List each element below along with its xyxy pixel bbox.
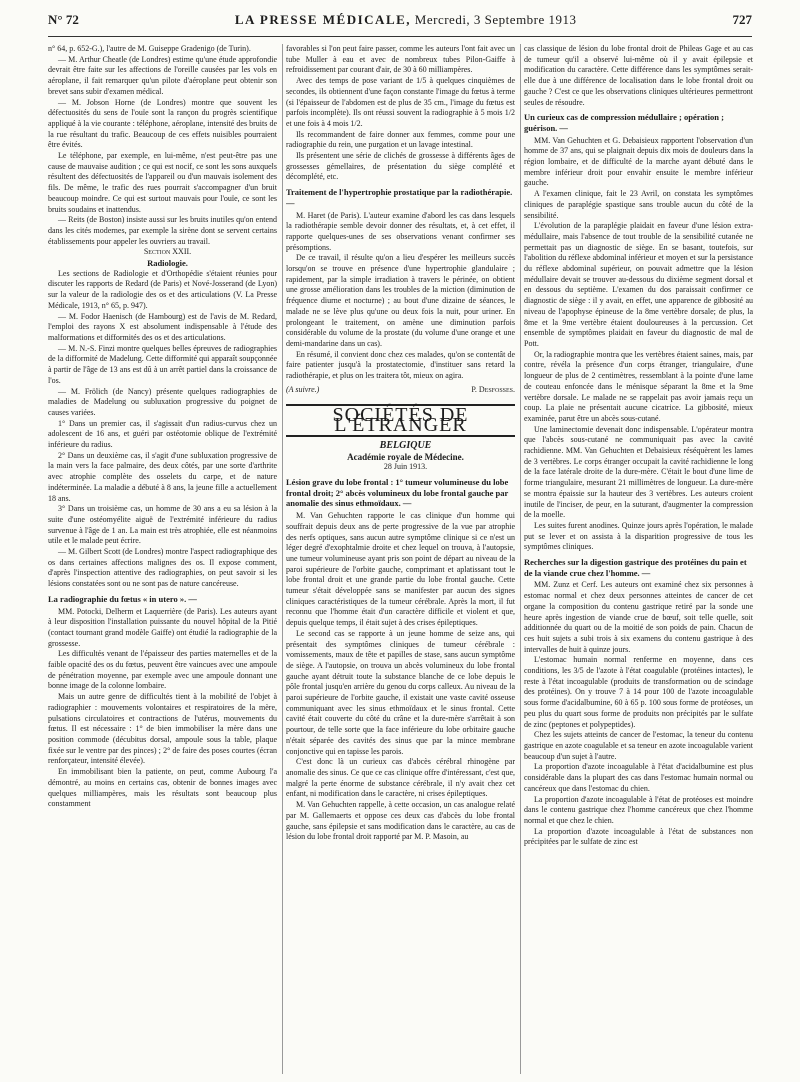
paragraph: L'évolution de la paraplégie plaidait en faveur d'une lésion extra-médullaire, mais l'absence de tout trouble de la sensibilité cutanée ne permettait pas un diagnostic de siège. En se basant, toutefois, sur l'abolition du réflexe abdominal inférieur et moyen et sur la persistance du réflexe abdominal supérieur, on pouvait admettre que la lésion médullaire devait se trouver au-dessous du dixième segment dorsal et en dessous du septième. L'examen du dos paraissait confirmer ce diagnostic de siège : il y avait, en effet, une apparence de gibbosité au niveau de l'apophyse épineuse de la 8me vertèbre dorsale; de plus, la 8me et la 9me vertèbre étaient douloureuses à la percussion. Cet ensemble de symptômes plaidait en faveur du diagnostic de mal de Pott. bbox=[524, 221, 753, 348]
paragraph: Les sections de Radiologie et d'Orthopédie s'étaient réunies pour discuter les rapports de Redard (de Paris) et Nové-Josserand (de Lyon) sur la valeur de la radiologie des os et des articulations (V. La Presse Médicale, 1913, n° 65, p. 947). bbox=[48, 268, 277, 310]
section-number: Section XXII. bbox=[143, 247, 192, 257]
paragraph: Ils présentent une série de clichés de grossesse à différents âges de grossesses gémellaires, de présentation du siège complété et décomplété, etc. bbox=[286, 151, 515, 182]
article-signature bbox=[286, 385, 515, 396]
paragraph: MM. Potocki, Delherm et Laquerrière (de Paris). Les auteurs ayant à leur disposition l'installation puissante du nouvel hôpital de la Pitié (contact tournant grand modèle Gaiffe) ont étudié la radiographie de la grossesse. bbox=[48, 606, 277, 648]
paragraph: La proportion d'azote incoagulable à l'état d'acidalbumine est plus considérable dans la plupart des cas dans l'estomac humain normal ou cancéreux que dans l'estomac du chien. bbox=[524, 762, 753, 793]
society-name: Académie royale de Médecine. bbox=[347, 451, 464, 462]
to-be-continued: (A suivre.) bbox=[286, 384, 320, 394]
paragraph: — M. N.-S. Finzi montre quelques belles épreuves de radiographies de la difformité de Madelung. Cette difformité qui apparaît soupçonnée à partir de l'âge de 13 ans est dû à un arrêt partiel dans la croissance de l'os. bbox=[48, 343, 277, 385]
paragraph: En résumé, il convient donc chez ces malades, qu'on se contentât de faire patienter jusqu'à la prostatectomie, d'instituer sans retard la radiothérapie, et plus on les traitera tôt, mieux on agira. bbox=[286, 349, 515, 381]
page-number: 727 bbox=[732, 12, 752, 27]
paragraph: Chez les sujets atteints de cancer de l'estomac, la teneur du contenu gastrique en azote coagulable et sa teneur en azote incoagulable varient beaucoup d'un sujet à l'autre. bbox=[524, 730, 753, 761]
paragraph: — M. Jobson Horne (de Londres) montre que souvent les défectuosités du sens de l'ouïe sont la rançon du progrès scientifique appliqué à la vie courante : téléphone, aéroplane, intensité des bruits de la rue résultant du trafic. Beaucoup de ces effets nuisibles pourraient être évités. bbox=[48, 97, 277, 150]
paragraph: Avec des temps de pose variant de 1/5 à quelques cinquièmes de secondes, ils obtiennent d'une façon constante l'image du fœtus à terme (si l'épaisseur de l'abdomen est de plus de 35 cm., l'image du fœtus est parfois incomplète). Ils ont réussi souvent la radiographie à 5 mois 1/2 et une fois à 4 mois 1/2. bbox=[286, 76, 515, 128]
paragraph: M. Van Gehuchten rappelle, à cette occasion, un cas analogue relaté par M. Gallemaerts et oppose ces deux cas d'abcès du lobe frontal gauche, sans épilepsie et sans modification dans le caractère, au cas de lésion du lobe frontal droit rapporté par M. P. Masoin, au bbox=[286, 800, 515, 842]
paragraph: C'est donc là un curieux cas d'abcès cérébral rhinogène par anomalie des sinus. Ce que ce cas clinique offre d'intéressant, c'est que, malgré la perte énorme de substance cérébrale, il n'y avait chez cet enfant, ni modification dans le caractère, ni crises épileptiques. bbox=[286, 757, 515, 799]
paragraph: Le second cas se rapporte à un jeune homme de seize ans, qui présentait des symptômes cliniques de tumeur cérébrale : vomissements, maux de tête et papilles de stase, sans aucun symptôme de siège. A l'autopsie, on trouva un abcès volumineux du lobe frontal gauche ayant détruit toute la substance blanche de ce lobe depuis le pôle frontal jusqu'en arrière du genou du corps calleux. Au niveau de la paroi supérieure de l'orbite gauche, il existait une vaste cavité osseuse communiquant avec les sinus ethmoïdaux et le sinus frontal. Cette cavité était couverte du côté du crâne et la dure-mère s'arrêtait à son pourtour, de telle sorte que la face inférieure du lobe orbitaire gauche n'était séparée des cavités des sinus que par la mince membrane conjonctive qui en tapisse les parois. bbox=[286, 628, 515, 756]
article-heading: Un curieux cas de compression médullaire ; opération ; guérison. — bbox=[524, 112, 724, 133]
paragraph: MM. Zunz et Cerf. Les auteurs ont examiné chez six personnes à estomac normal et chez deux personnes atteintes de cancer de cet organe la composition du contenu gastrique retiré par la sonde une heure après ingestion de viande crue de bœuf, soit telle quelle, soit additionnée du quart ou de la moitié de son poids de pain. Chacun de ces huit sujets a subi trois à six examens du contenu gastrique à des intervalles de huit à quinze jours. bbox=[524, 580, 753, 654]
paragraph: n° 64, p. 652-G.), l'autre de M. Guiseppe Gradenigo (de Turin). bbox=[48, 44, 251, 53]
article-heading: Lésion grave du lobe frontal : 1° tumeur volumineuse du lobe frontal droit; 2° abcès volumineux du lobe frontal gauche par anomalie des sinus ethmoïdaux. — bbox=[286, 477, 509, 509]
paragraph: Les difficultés venant de l'épaisseur des parties maternelles et de la faible opacité des os du fœtus, peuvent être vaincues avec une ampoule de pénétration moyenne, par exemple avec une ampoule donnant une bonne image de la colonne lombaire. bbox=[48, 649, 277, 691]
article-heading: Traitement de l'hypertrophie prostatique par la radiothérapie. — bbox=[286, 187, 513, 208]
paragraph: MM. Van Gehuchten et G. Debaisieux rapportent l'observation d'un homme de 37 ans, qui se plaignait depuis dix mois de douleurs dans la région lombaire, et de difficulté de la marche ayant débuté dans le membre inférieur droit pour envahir ensuite le membre inférieur gauche. bbox=[524, 135, 753, 188]
column-divider bbox=[282, 44, 283, 1074]
paragraph: M. Haret (de Paris). L'auteur examine d'abord les cas dans lesquels la radiothérapie semble devoir donner des résultats, et, à cet effet, il rapporte quelques-unes de ses observations venant confirmer ses présomptions. bbox=[286, 210, 515, 252]
country-heading: BELGIQUE bbox=[379, 439, 432, 451]
column-middle bbox=[286, 44, 515, 1074]
article-heading: La radiographie du fœtus « in utero ». — bbox=[48, 593, 197, 604]
paragraph: M. Van Gehuchten rapporte le cas clinique d'un homme qui souffrait depuis deux ans de perte progressive de la vue par atrophie des nerfs optiques, sans aucun autre symptôme clinique si ce n'est un léger degré d'exophtalmie droite et chez lequel on trouva, à l'autopsie, une tumeur volumineuse ayant pris son point de départ au niveau de la paroi supérieure de l'orbite gauche, comprimant et aplatissant tout le lobe frontal droit et une grande partie du lobe frontal gauche. Cette tumeur s'était développée sans se manifester par aucun des signes cliniques caractéristiques de la tumeur cérébrale. Après la mort, il fut reconnu que l'homme était d'un caractère difficile et violent et que, depuis quelque temps, il était sujet à des crises épileptiques. bbox=[286, 511, 515, 628]
paragraph: — M. Gilbert Scott (de Londres) montre l'aspect radiographique des os dans certaines affections malignes des os. Il expose comment, d'après l'inspection attentive des radiographies, on peut savoir si les lésions constatées sont ou ne sont pas de nature cancéreuse. bbox=[48, 547, 277, 589]
paragraph: Mais un autre genre de difficultés tient à la mobilité de l'objet à radiographier : mouvements volontaires et respiratoires de la mère, pulsations circulatoires et contractions de l'utérus, mouvements du fœtus. Il est nécessaire : 1° de bien immobiliser la mère dans une position commode (décubitus dorsal, ampoule sous la table, plaque fixée sur le ventre par des pinces) ; 2° de faire des poses courtes (écran renforçateur, intensité élevée). bbox=[48, 692, 277, 766]
paragraph: 3° Dans un troisième cas, un homme de 30 ans a eu sa lésion à la suite d'une ostéomyélite aiguë de l'extrémité inférieure du radius survenue à l'âge de 1 an. La main est très atrophiée, elle est néanmoins utile et le malade peut écrire. bbox=[48, 504, 277, 546]
paragraph: La proportion d'azote incoagulable à l'état de substances non précipitées par le sulfate de zinc est bbox=[524, 826, 753, 847]
issue-number: N° 72 bbox=[48, 12, 79, 27]
paragraph: Une laminectomie devenait donc indispensable. L'opérateur montra que l'abcès sous-cutané ne communiquait pas avec la cavité rachidienne. MM. Van Gehuchten et Debaisieux réséquèrent les lames de 3 vertèbres. Le corps étranger occupait la cavité rachidienne le long de la face latérale droite de la dure-mère. C'était le bout d'une lime de forme triangulaire, mesurant 21 millimètres de longueur. La dure-mère se montra épaissie sur la hauteur des 3 vertèbres. Les auteurs croient inutile de l'inciser, de peur, en la suturant, d'augmenter la compression de la moelle. bbox=[524, 424, 753, 520]
paragraph: L'estomac humain normal renferme en moyenne, dans ces conditions, les 3/5 de l'azote à l'état coagulable (protéines intactes), le reste à l'état incoagulable (produits de transformation ou de scindage des protéines). On y trouve 7 à 14 pour 100 de l'azote incoagulable sous forme d'acidalbumine, 60 à 65 p. 100 sous forme de protéoses, un peu plus du quart sous forme de produits non précipités par le sulfate de zinc (peptones et polypeptides). bbox=[524, 655, 753, 729]
section-banner: SOCIÉTÉS DE L'ÉTRANGER bbox=[286, 404, 515, 437]
paragraph: favorables si l'on peut faire passer, comme les auteurs l'ont fait avec un tube Muller à eau et avec de nombreux tubes Pilon-Gaiffe à refroidissement par courant d'air, de 30 à 60 milliampères. bbox=[286, 44, 515, 75]
section-title: Radiologie. bbox=[147, 258, 188, 269]
paragraph: De ce travail, il résulte qu'on a lieu d'espérer les meilleurs succès lorsqu'on se trouve en présence d'une hypertrophie glandulaire ; rapidement, par la simple irradiation à travers le périnée, on obtient une grosse amélioration dans les troubles de la miction (diminution de fréquence diurne et nocturne) ; au bout d'une dizaine de séances, le malade ne se lève plus qu'une ou deux fois la nuit, pour uriner. En prolongeant le traitement, on amène une diminution parfois considérable du volume de la prostate (du volume d'une orange et une demi-mandarine dans un cas). bbox=[286, 253, 515, 348]
paragraph: — Reits (de Boston) insiste aussi sur les bruits inutiles qu'on entend dans les cités modernes, par exemple la sirène dont se servent certains établissements pour appeler les ouvriers au travail. bbox=[48, 215, 277, 246]
paragraph: Les suites furent anodines. Quinze jours après l'opération, le malade put se lever et on assista à la disparition progressive de tous les symptômes cliniques. bbox=[524, 520, 753, 552]
journal-masthead bbox=[235, 12, 577, 28]
meeting-date: 28 Juin 1913. bbox=[383, 462, 428, 472]
column-right bbox=[524, 44, 753, 1074]
journal-title: LA PRESSE MÉDICALE, bbox=[234, 12, 412, 27]
paragraph: — M. Fodor Haenisch (de Hambourg) est de l'avis de M. Redard, l'emploi des rayons X est absolument indispensable à l'étude des malformations et difformités des os et des articulations. bbox=[48, 311, 277, 342]
paragraph: cas classique de lésion du lobe frontal droit de Phileas Gage et au cas de tumeur qu'il a observé lui-même où il y avait épilepsie et modification du caractère. Cette différence dans les symptômes serait-elle due à une différence de localisation dans le lobe frontal droit ou gauche ? C'est ce que les observations cliniques ultérieures permettront seules de résoudre. bbox=[524, 44, 753, 107]
article-author: P. Desfosses. bbox=[471, 384, 515, 394]
column-divider bbox=[520, 44, 521, 1074]
article-heading: Recherches sur la digestion gastrique des protéines du pain et de la viande crue chez l'homme. — bbox=[524, 557, 747, 578]
paragraph: Ils recommandent de faire donner aux femmes, comme pour une radiographie du rein, une purgation et un lavage intestinal. bbox=[286, 129, 515, 150]
page-header bbox=[48, 12, 752, 37]
issue-date: Mercredi, 3 Septembre 1913 bbox=[414, 12, 577, 27]
paragraph: Or, la radiographie montra que les vertèbres étaient saines, mais, par contre, révéla la présence d'un corps étranger, triangulaire, d'une longueur de plus de 2 centimètres, ressemblant à la pointe d'une lame de couteau enfoncée dans le ménisque séparant la 8me et la 9me vertèbre dorsale. Le malade ne se rappelait pas avoir jamais reçu un coup. La plaie ne présentait aucune cicatrice. La gibbosité, mieux examinée, parut être un abcès sous-cutané. bbox=[524, 349, 753, 423]
paragraph: — M. Arthur Cheatle (de Londres) estime qu'une étude approfondie devrait être faite sur les affections de l'oreille causées par les vols en aéroplane, il fait remarquer qu'un pilote d'aéroplane peut obtenir son brevet sans subir d'examen médical. bbox=[48, 54, 277, 96]
column-left bbox=[48, 44, 277, 1074]
paragraph: Le téléphone, par exemple, en lui-même, n'est peut-être pas une cause de mauvaise audition ; ce qui est nocif, ce sont les sons auxquels résultent des défectuosités de l'appareil ou d'un mauvais isolement des fils. De même, le trafic des rues pourrait s'accompagner d'un bruit beaucoup moindre. Ce qui est surtout mauvais pour l'ouïe, ce sont les bruits soudains et inattendus. bbox=[48, 151, 277, 214]
paragraph: La proportion d'azote incoagulable à l'état de protéoses est moindre dans le contenu gastrique chez l'homme cancéreux que chez l'homme normal et que chez le chien. bbox=[524, 794, 753, 825]
paragraph: 2° Dans un deuxième cas, il s'agit d'une subluxation progressive de la main vers la face palmaire, des deux côtés, par une sorte d'arthrite avec atrophie complète des osselets du carpe, et de nature indéterminée. La maladie a débuté à 8 ans, la jeune fille a actuellement 18 ans. bbox=[48, 450, 277, 503]
paragraph: A l'examen clinique, fait le 23 Avril, on constata les symptômes cliniques de paraplégie spastique sans trouble aucun du côté de la sensibilité. bbox=[524, 189, 753, 220]
paragraph: 1° Dans un premier cas, il s'agissait d'un radius-curvus chez un adolescent de 16 ans, et guéri par ostéotomie oblique de l'extrémité inférieure du radius. bbox=[48, 418, 277, 450]
paragraph: En immobilisant bien la patiente, on peut, comme Aubourg l'a démontré, au moins en certains cas, obtenir de bonnes images avec quelques milliampères, mais les résultats sont beaucoup plus constamment bbox=[48, 767, 277, 809]
paragraph: — M. Frölich (de Nancy) présente quelques radiographies de maladies de Madelung ou subluxation progressive du poignet de causes variées. bbox=[48, 386, 277, 417]
